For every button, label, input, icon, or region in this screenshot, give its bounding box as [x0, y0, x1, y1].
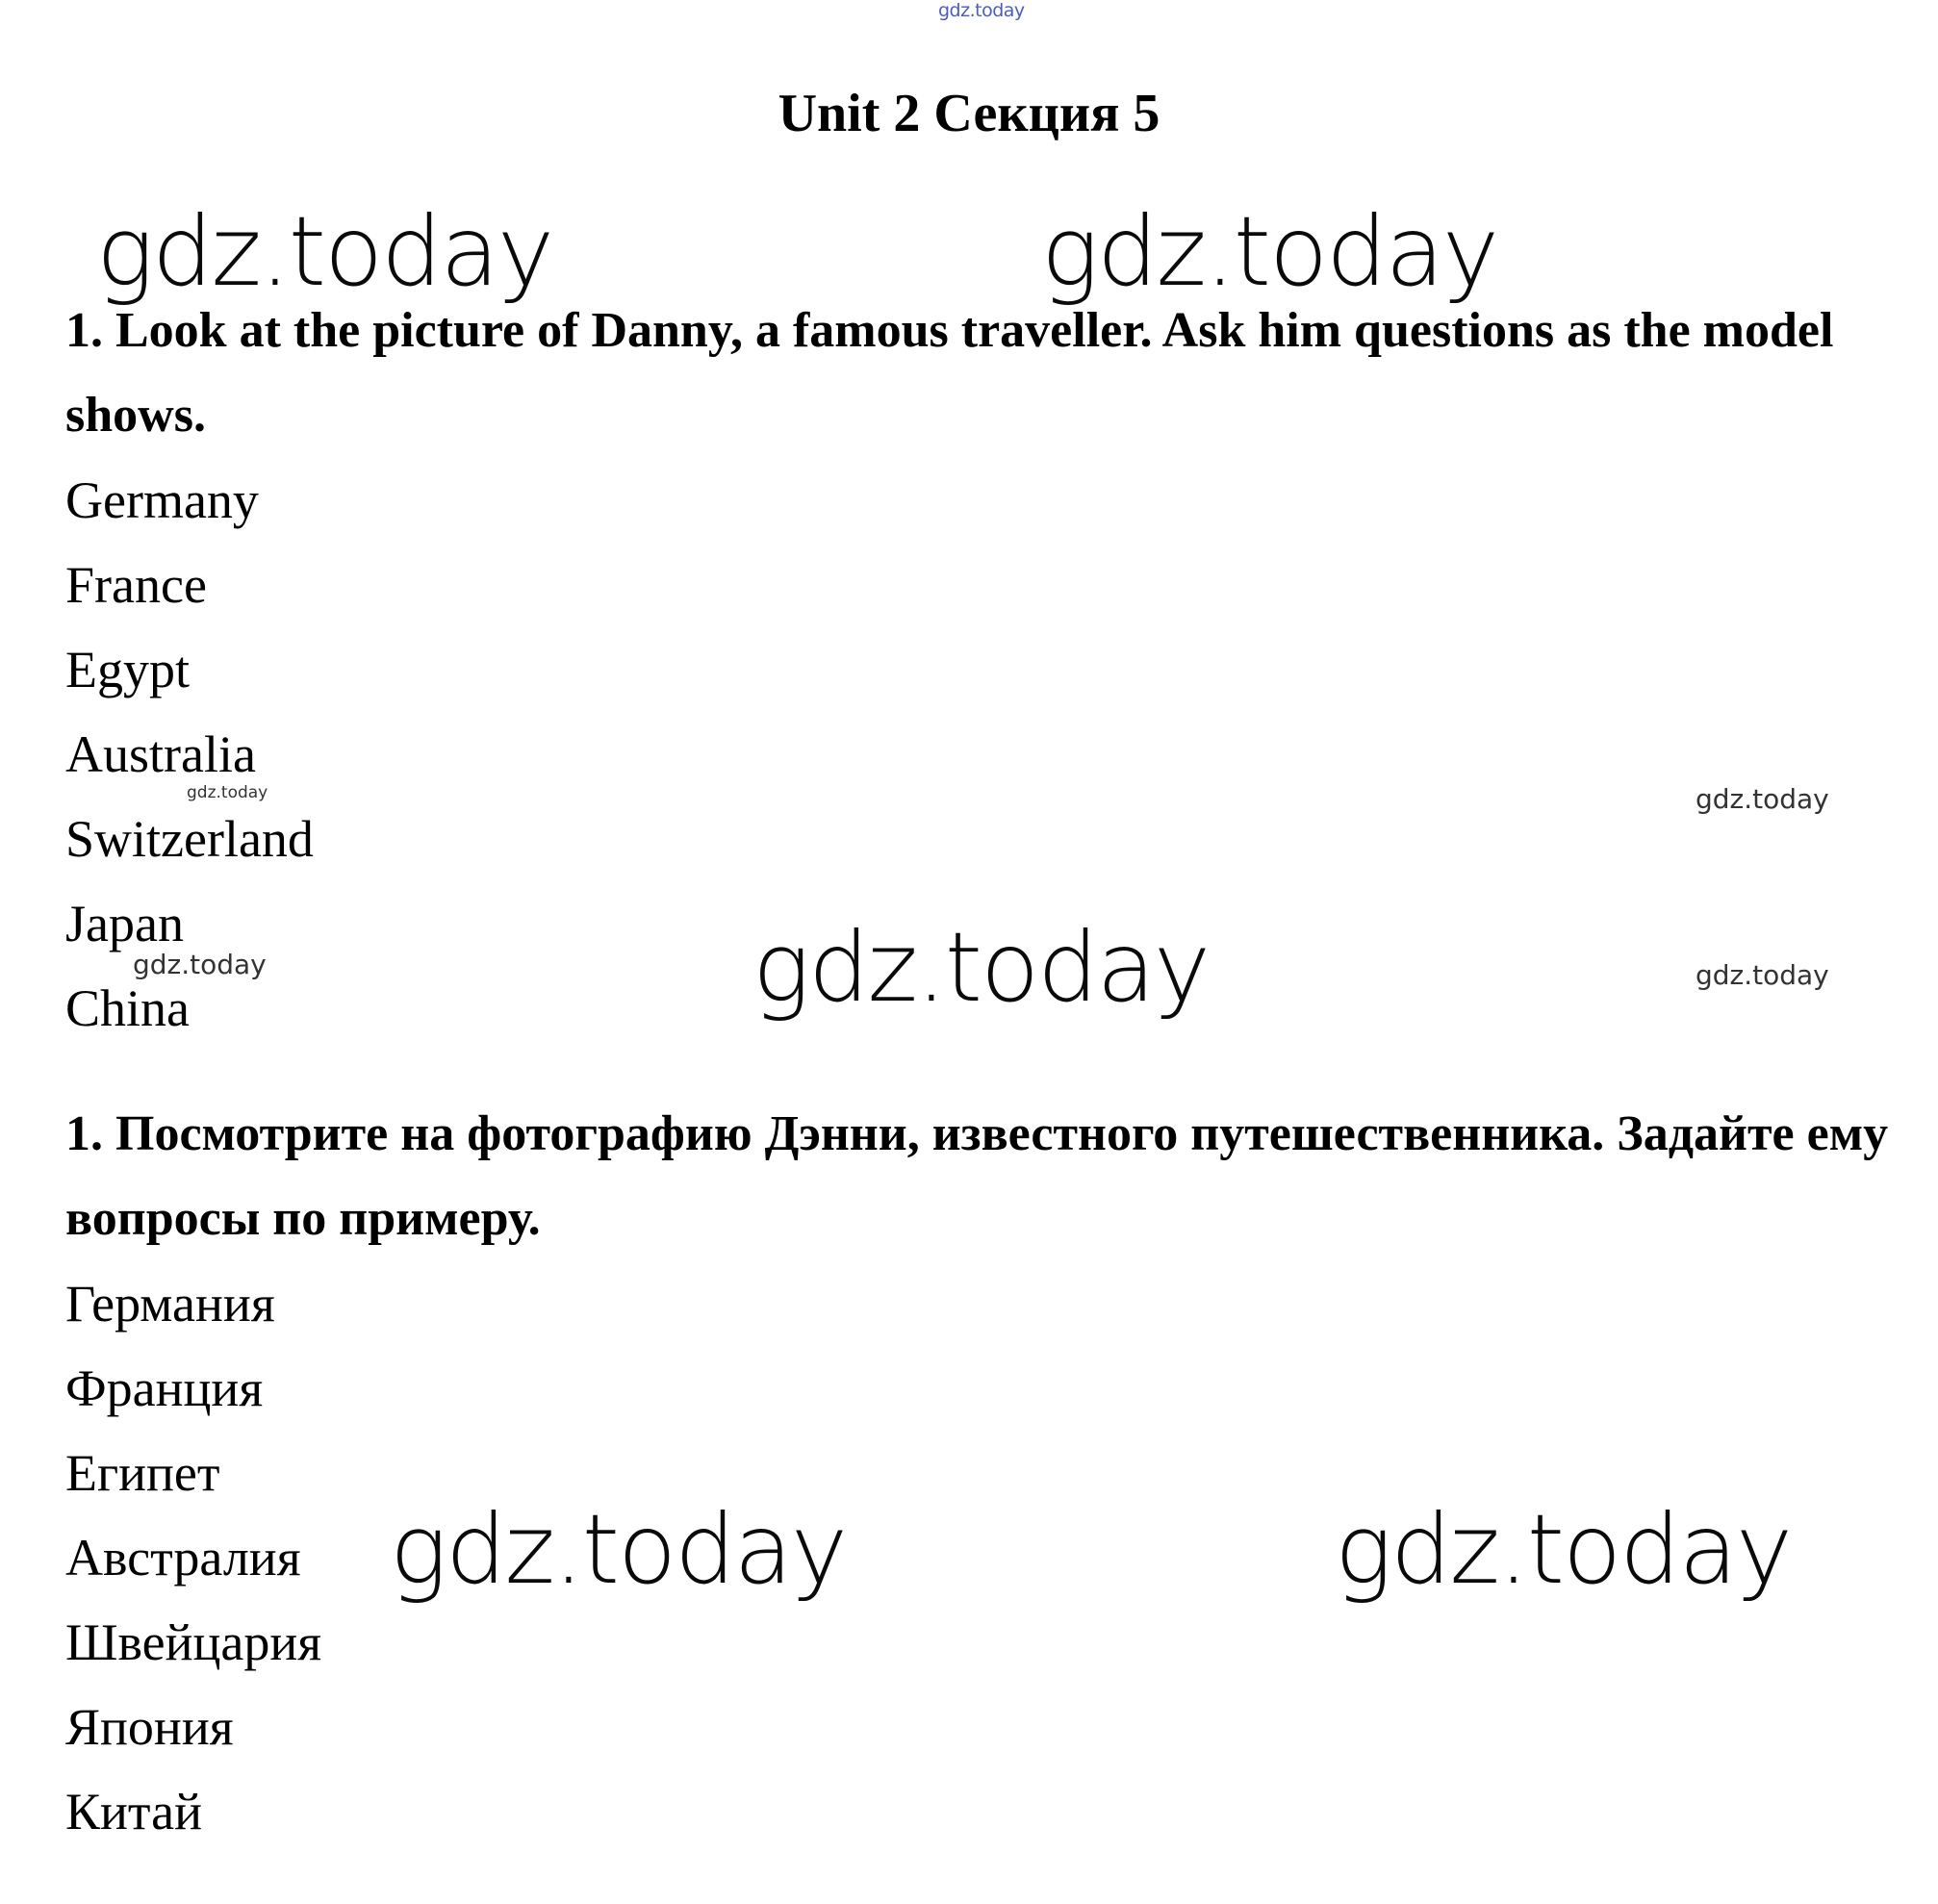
country-list-russian [65, 1261, 1923, 1854]
list-item: France [65, 556, 207, 614]
list-item: Germany [65, 471, 259, 529]
watermark-small: gdz.today [1696, 783, 1829, 815]
english-section [65, 289, 1923, 1051]
watermark-large: gdz.today [752, 911, 1210, 1024]
page-title: Unit 2 Секция 5 [778, 84, 1160, 143]
country-list-english [65, 458, 1923, 1051]
russian-section [65, 1092, 1923, 1854]
watermark-large: gdz.today [1041, 195, 1498, 308]
watermark-small: gdz.today [133, 949, 267, 980]
watermark-large: gdz.today [96, 195, 553, 308]
watermark-small: gdz.today [187, 783, 268, 802]
watermark-large: gdz.today [390, 1493, 847, 1606]
list-item: Australia [65, 725, 256, 783]
task-heading-russian: 1. Посмотрите на фотографию Дэнни, известного путешественника. Задайте ему вопросы по примеру. [65, 1106, 1889, 1246]
list-item: Швейцария [65, 1613, 322, 1671]
list-item: Japan [65, 895, 184, 952]
list-item: Франция [65, 1359, 264, 1417]
watermark-top: gdz.today [938, 0, 1025, 21]
list-item: Египет [65, 1444, 220, 1502]
list-item: Австралия [65, 1529, 301, 1587]
list-item: Китай [65, 1783, 203, 1841]
list-item: China [65, 979, 190, 1037]
task-heading-english: 1. Look at the picture of Danny, a famous traveller. Ask him questions as the model shows. [65, 303, 1834, 443]
list-item: Egypt [65, 641, 190, 698]
list-item: Switzerland [65, 810, 314, 868]
list-item: Япония [65, 1698, 234, 1756]
watermark-large: gdz.today [1335, 1493, 1792, 1606]
watermark-small: gdz.today [1696, 959, 1829, 991]
list-item: Германия [65, 1275, 275, 1333]
